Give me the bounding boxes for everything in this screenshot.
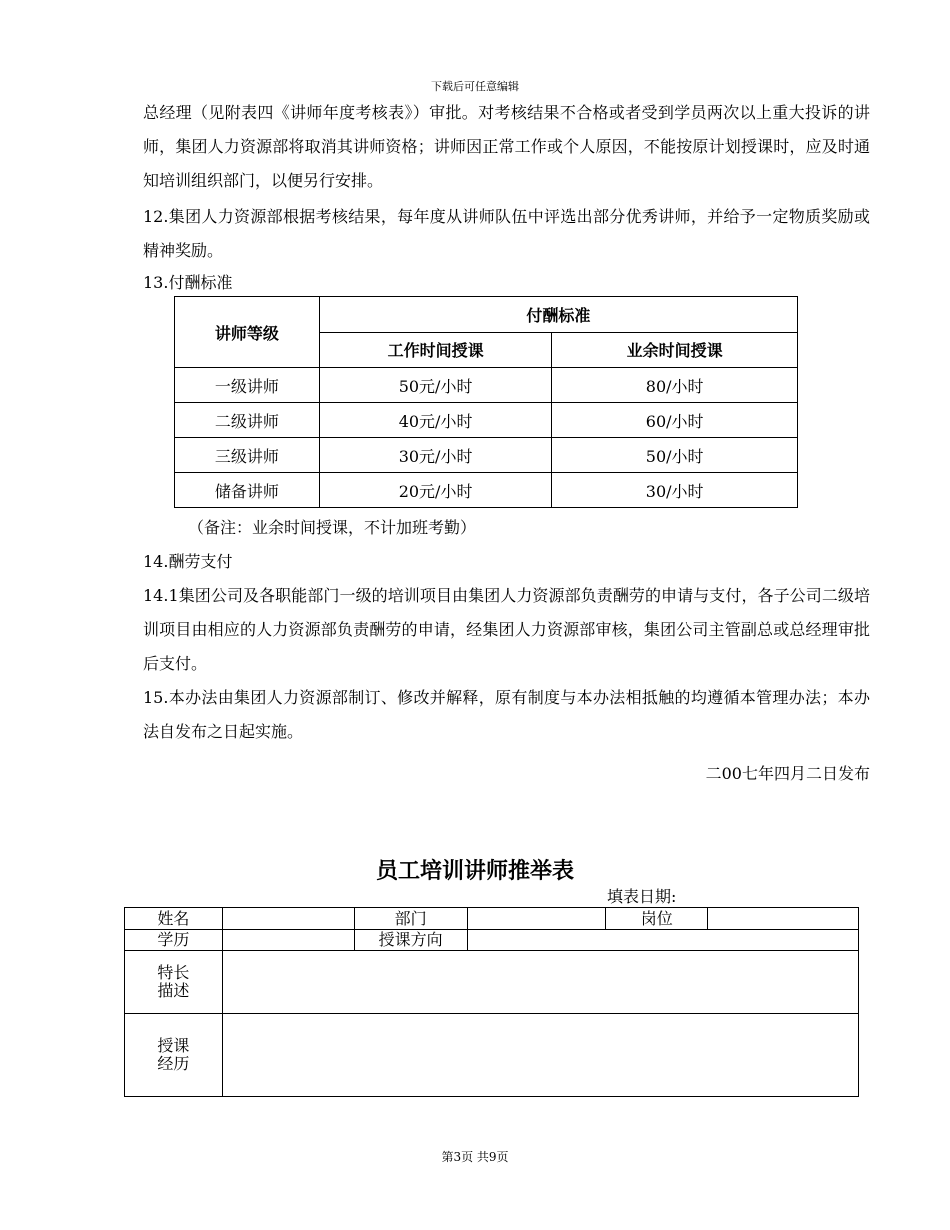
header-work-time: 工作时间授课 (319, 332, 552, 368)
cell-work-fee: 50元/小时 (319, 368, 552, 403)
education-field[interactable] (222, 930, 354, 951)
lecturer-nomination-form (124, 907, 859, 1097)
specialty-label-line2: 描述 (157, 981, 190, 1000)
table-row (175, 473, 798, 508)
form-row-name (125, 908, 859, 930)
form-row-specialty (125, 951, 859, 1014)
position-field[interactable] (708, 908, 859, 930)
specialty-field[interactable] (222, 951, 858, 1014)
cell-spare-fee: 50/小时 (552, 438, 798, 473)
name-label: 姓名 (125, 908, 223, 930)
cell-spare-fee: 80/小时 (552, 368, 798, 403)
header-spare-time: 业余时间授课 (552, 332, 798, 368)
table-note: （备注：业余时间授课，不计加班考勤） (188, 518, 477, 537)
cell-level: 储备讲师 (175, 473, 320, 508)
header-lecturer-level: 讲师等级 (175, 297, 320, 368)
form-row-education (125, 930, 859, 951)
paragraph-text: 12.集团人力资源部根据考核结果，每年度从讲师队伍中评选出部分优秀讲师，并给予一定物质奖励或精神奖励。 (143, 207, 870, 260)
education-label: 学历 (125, 930, 223, 951)
fee-standard-table (174, 296, 798, 508)
paragraph-rewards (143, 200, 870, 268)
form-title: 员工培训讲师推举表 (375, 859, 574, 884)
dept-label: 部门 (354, 908, 467, 930)
cell-work-fee: 20元/小时 (319, 473, 552, 508)
publish-date: 二00七年四月二日发布 (705, 764, 870, 783)
paragraph-approval (143, 96, 870, 198)
header-fee-standard: 付酬标准 (319, 297, 797, 333)
paragraph-payment-process: 14.1集团公司及各职能部门一级的培训项目由集团人力资源部负责酬劳的申请与支付，各子公司二级培训项目由相应的人力资源部负责酬劳的申请，经集团人力资源部审核，集团公司主管副总或总经理审批后支付。 (143, 586, 870, 673)
specialty-label-line1: 特长 (157, 963, 190, 982)
experience-label (125, 1014, 223, 1097)
page-footer: 第3页 共9页 (441, 1150, 509, 1164)
cell-level: 二级讲师 (175, 403, 320, 438)
section-heading-fee-standard (143, 266, 870, 300)
paragraph-text: 总经理（见附表四《讲师年度考核表》）审批。对考核结果不合格或者受到学员两次以上重大投诉的讲师，集团人力资源部将取消其讲师资格；讲师因正常工作或个人原因，不能按原计划授课时，应及时通知培训组织部门，以便另行安排。 (143, 103, 870, 190)
table-row (175, 368, 798, 403)
direction-field[interactable] (467, 930, 858, 951)
position-label: 岗位 (606, 908, 708, 930)
section-payment (143, 545, 870, 749)
cell-level: 三级讲师 (175, 438, 320, 473)
cell-work-fee: 40元/小时 (319, 403, 552, 438)
form-row-experience (125, 1014, 859, 1097)
paragraph-text: 13.付酬标准 (143, 273, 233, 292)
page-header-note: 下载后可任意编辑 (431, 80, 519, 93)
cell-level: 一级讲师 (175, 368, 320, 403)
experience-label-line2: 经历 (157, 1054, 190, 1073)
table-header-row (175, 297, 798, 333)
cell-spare-fee: 60/小时 (552, 403, 798, 438)
table-row (175, 403, 798, 438)
cell-work-fee: 30元/小时 (319, 438, 552, 473)
specialty-label (125, 951, 223, 1014)
name-field[interactable] (222, 908, 354, 930)
cell-spare-fee: 30/小时 (552, 473, 798, 508)
paragraph-interpretation: 15.本办法由集团人力资源部制订、修改并解释，原有制度与本办法相抵触的均遵循本管理办法；本办法自发布之日起实施。 (143, 688, 870, 741)
experience-field[interactable] (222, 1014, 858, 1097)
fill-date-label: 填表日期: (607, 887, 692, 908)
direction-label: 授课方向 (354, 930, 467, 951)
experience-label-line1: 授课 (157, 1036, 190, 1055)
dept-field[interactable] (467, 908, 606, 930)
table-row (175, 438, 798, 473)
section-heading-payment: 14.酬劳支付 (143, 552, 233, 571)
